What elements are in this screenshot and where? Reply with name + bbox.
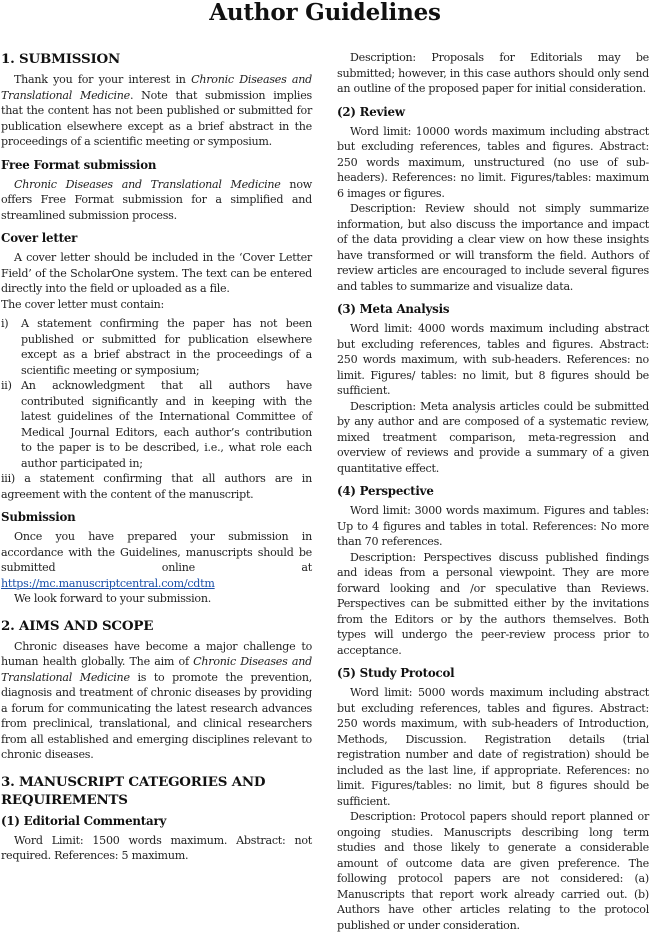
- submission-intro: Thank you for your interest in Chronic Diseases and Translational Medicine. Note that submission implies that the content has not been published or submitted for publication elsewhere except as a brief abstract in the proceedings of a scientific meeting or symposium.: [1, 73, 313, 148]
- review-heading: (2) Review: [337, 104, 405, 119]
- editorial-limits: Word Limit: 1500 words maximum. Abstract: not required. References: 5 maximum.: [1, 833, 312, 862]
- study-protocol-heading: (5) Study Protocol: [337, 666, 455, 680]
- journal-name: Chronic Diseases and Translational Medicine: [14, 177, 281, 191]
- submission-heading: 1. SUBMISSION: [1, 51, 121, 67]
- cover-letter-heading: Cover letter: [1, 231, 78, 245]
- meta-analysis-heading: (3) Meta Analysis: [337, 302, 450, 316]
- look-forward-text: We look forward to your submission.: [14, 592, 211, 605]
- meta-analysis-limits: Word limit: 4000 words maximum including abstract but excluding references, tables and figures. Abstract: 250 words maximum, with sub-headers. References: no limit. Figures/ tables: no limit, but 8 figures should be sufficient.: [337, 322, 649, 397]
- cover-letter-must: The cover letter must contain:: [1, 297, 164, 311]
- journal-name: Chronic Diseases and Translational Medicine: [1, 655, 312, 684]
- categories-heading: 3. MANUSCRIPT CATEGORIES AND REQUIREMENTS: [1, 773, 266, 808]
- review-limits: Word limit: 10000 words maximum including abstract but excluding references, tables and figures. Abstract: 250 words maximum, unstructured (no use of sub-headers). References: no limit. Figures/tables: maximum 6 images or figures.: [337, 124, 649, 200]
- editorial-description: Description: Proposals for Editorials may be submitted; however, in this case authors should only send an outline of the proposed paper for initial consideration.: [337, 51, 649, 95]
- review-description: Description: Review should not simply summarize information, but also discuss the importance and impact of the data providing a clear view on how these insights have transformed or will transform the field. Authors of review articles are encouraged to include several figures and tables to summarize and visualize data.: [337, 202, 649, 293]
- page-title: Author Guidelines: [209, 0, 441, 26]
- list-item: i) A statement confirming the paper has not been published or submitted for publication elsewhere except as a brief abstract in the proceedings of a scientific meeting or symposium;: [1, 317, 312, 377]
- study-protocol-limits: Word limit: 5000 words maximum including abstract but excluding references, tables and figures. Abstract: 250 words maximum, with sub-headers of Introduction, Methods, Discussion. Registration details (trial registration number and date of registration) should be included as the last line, if appropriate. References: no limit. Figures/tables: no limit, but 8 figures should be sufficient.: [337, 686, 649, 808]
- submission-sub-heading: Submission: [1, 510, 76, 524]
- editorial-heading: (1) Editorial Commentary: [1, 813, 167, 828]
- meta-analysis-description: Description: Meta analysis articles could be submitted by any author and are composed of a systematic review, mixed treatment comparison, meta-regression and overview of reviews and provide a summary of a given quantitative effect.: [337, 399, 649, 475]
- aims-heading: 2. AIMS AND SCOPE: [1, 617, 154, 634]
- cover-letter-text: A cover letter should be included in the ‘Cover Letter Field’ of the ScholarOne system. The text can be entered directly into the field or uploaded as a file.: [1, 251, 312, 295]
- perspective-limits: Word limit: 3000 words maximum. Figures and tables: Up to 4 figures and tables in total. References: No more than 70 references.: [337, 504, 649, 548]
- free-format-text: Chronic Diseases and Translational Medicine now offers Free Format submission for a simplified and streamlined submission process.: [1, 177, 312, 222]
- journal-name: Chronic Diseases and Translational Medicine: [1, 73, 313, 102]
- manuscript-central-link[interactable]: https://mc.manuscriptcentral.com/cdtm: [1, 576, 215, 590]
- free-format-heading: Free Format submission: [1, 157, 157, 172]
- list-item: ii) An acknowledgment that all authors have contributed significantly and in keeping with the latest guidelines of the International Committee of Medical Journal Editors, each author’s contribution to the paper is to be described, i.e., what role each author participated in;: [1, 379, 312, 470]
- aims-text: Chronic diseases have become a major challenge to human health globally. The aim of Chronic Diseases and Translational Medicine is to promote the prevention, diagnosis and treatment of chronic diseases by providing a forum for communicating the latest research advances from preclinical, translational, and clinical researchers from all established and emerging disciplines relevant to chronic diseases.: [1, 639, 312, 761]
- perspective-heading: (4) Perspective: [337, 484, 434, 498]
- left-column: [1, 50, 312, 864]
- cover-letter-list: [1, 316, 312, 471]
- perspective-description: Description: Perspectives discuss published findings and ideas from a personal viewpoint. They are more forward looking and /or speculative than Reviews. Perspectives can be submitted either by the invitations from the Editors or by the authors themselves. Both types will undergo the peer-review process prior to acceptance.: [337, 550, 649, 657]
- cover-letter-item-3: iii) a statement confirming that all authors are in agreement with the content of the manuscript.: [1, 472, 312, 501]
- right-column: [337, 50, 649, 933]
- study-protocol-description: Description: Protocol papers should report planned or ongoing studies. Manuscripts describing long term studies and those likely to generate a considerable amount of outcome data are given preference. The following protocol papers are not considered: (a) Manuscripts that report work already carried out. (b) Authors have other articles relating to the protocol published or under consideration.: [337, 810, 649, 932]
- submission-instructions: Once you have prepared your submission in accordance with the Guidelines, manuscripts should be submitted online at https://mc.manuscriptcentral.com/cdtm: [1, 530, 312, 590]
